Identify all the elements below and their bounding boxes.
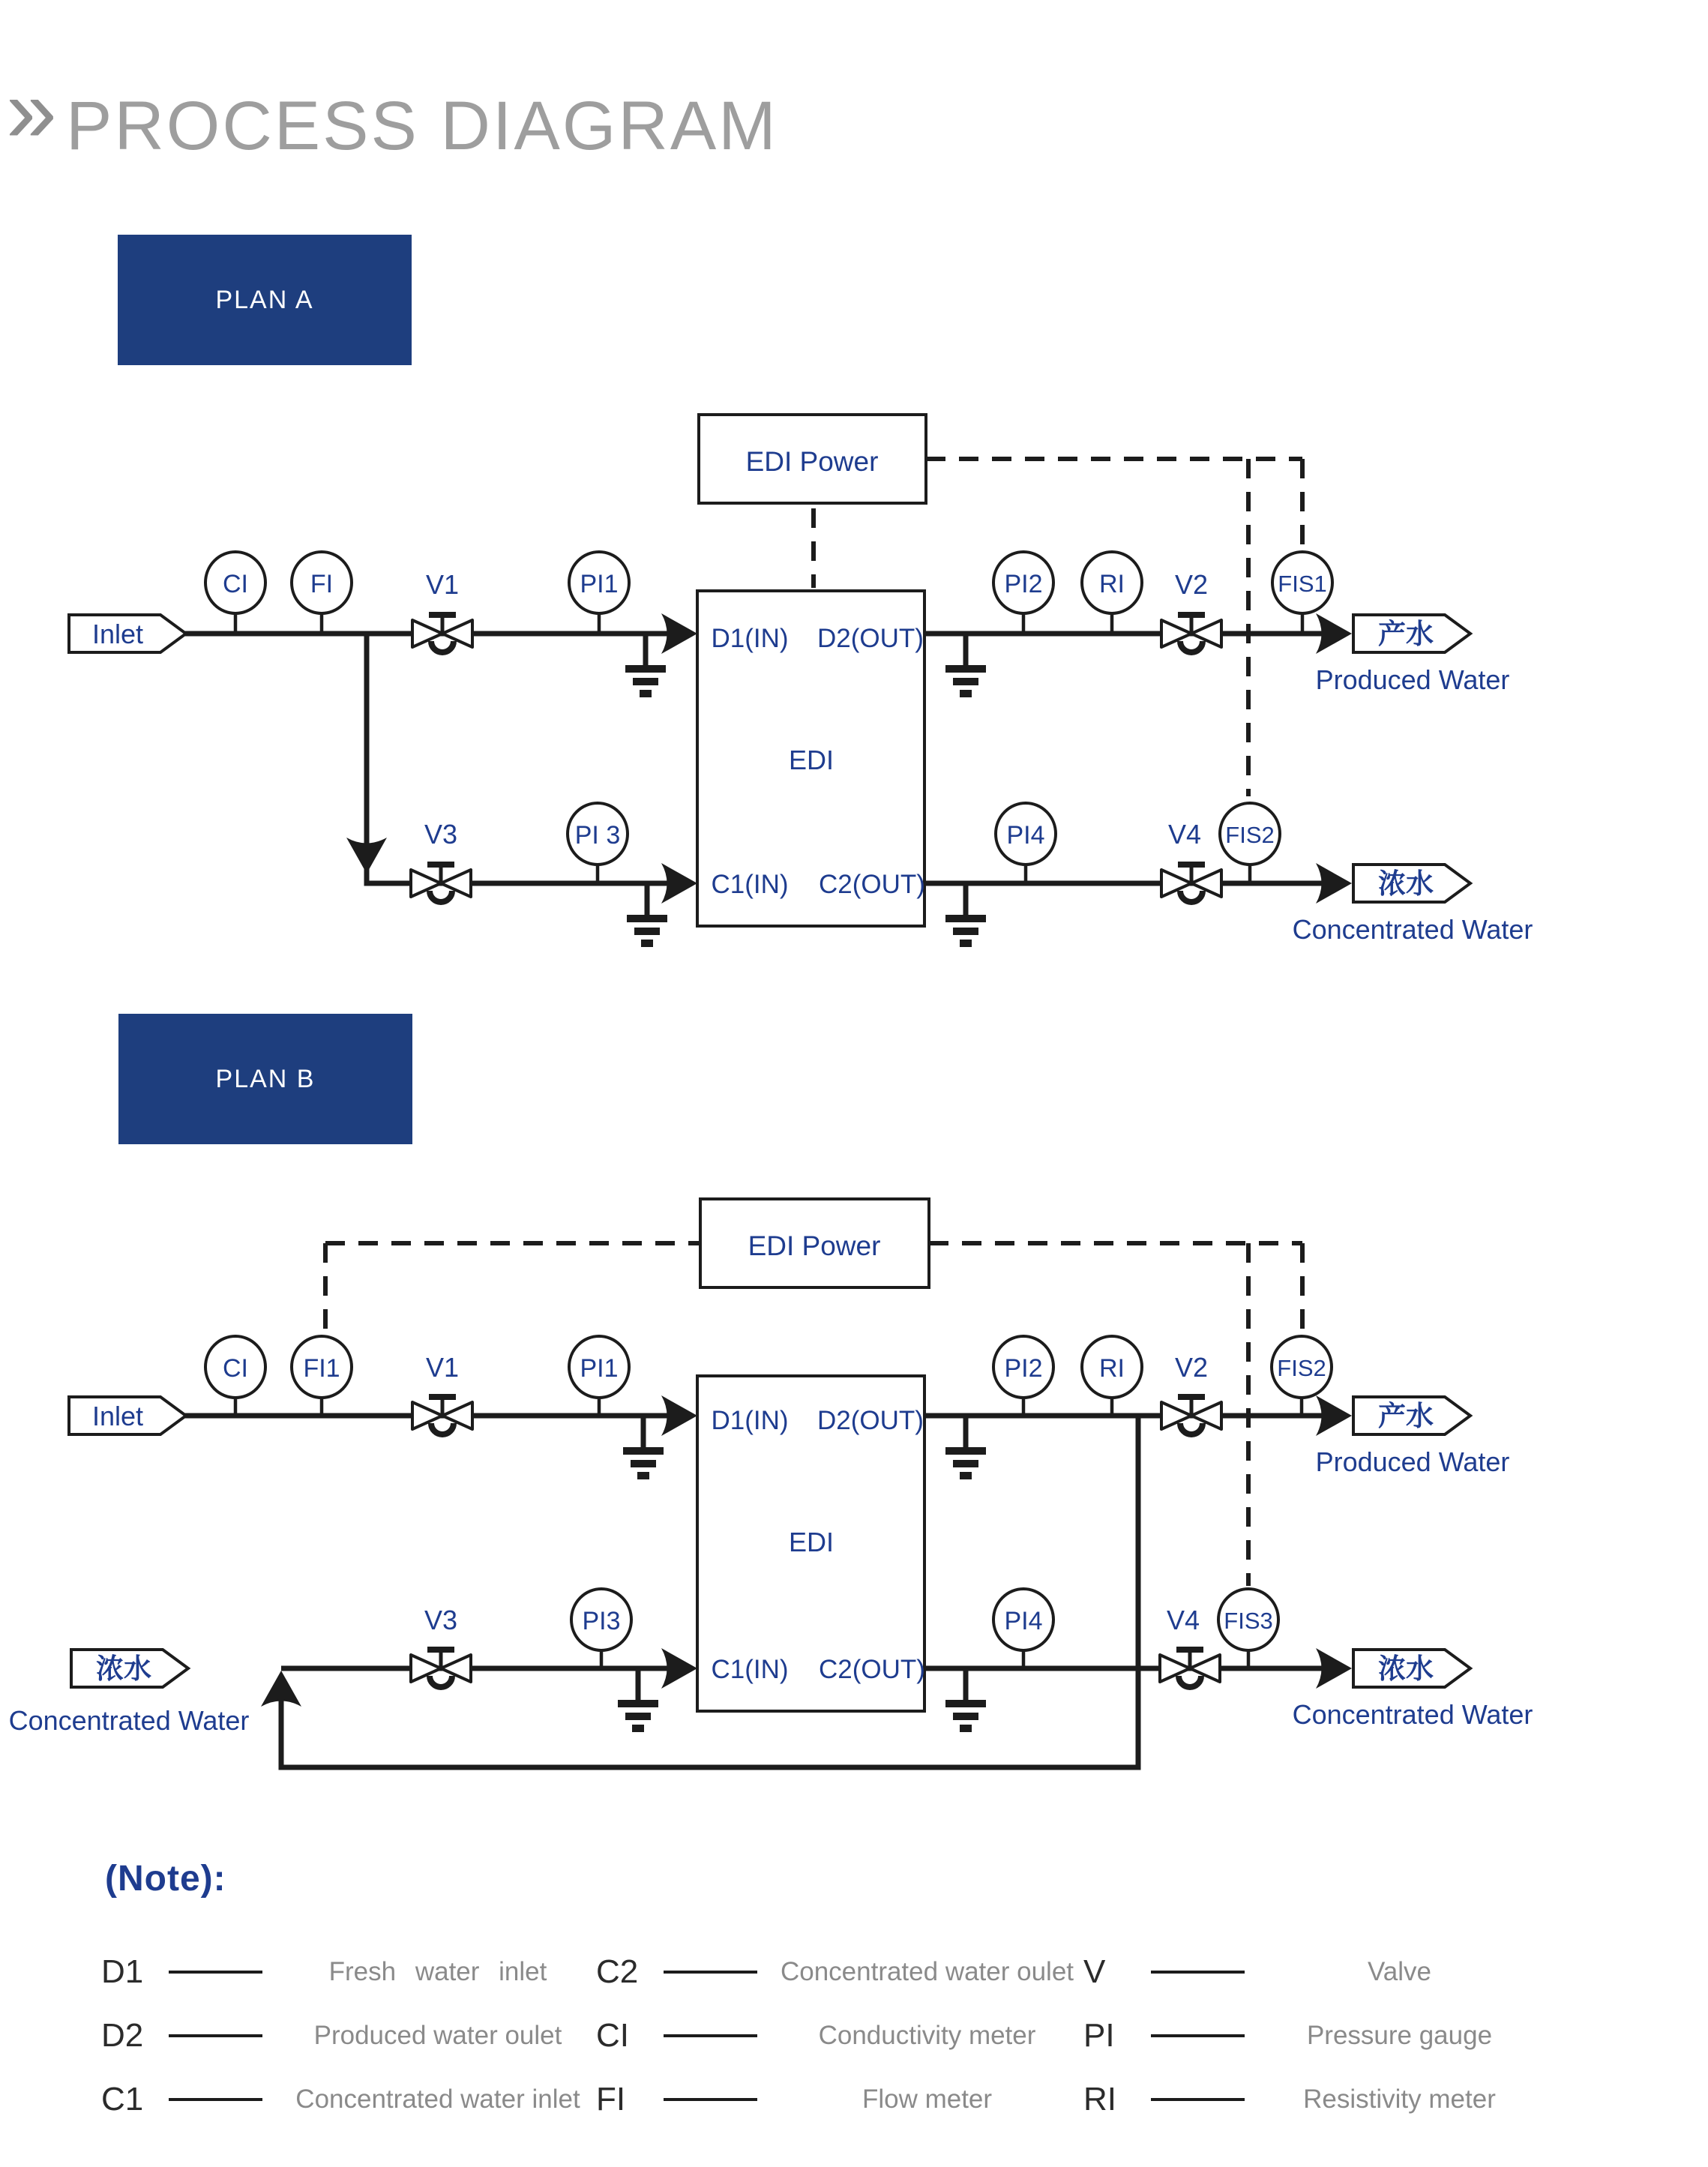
produced-water-en: Produced Water xyxy=(1315,1446,1510,1477)
legend-code: PI xyxy=(1083,2017,1115,2054)
legend-row-d2 xyxy=(101,2016,592,2055)
valve-v1-label: V1 xyxy=(425,569,460,600)
legend-dash-line xyxy=(1151,2098,1245,2101)
valve-v3 xyxy=(411,865,471,902)
legend-row-d1 xyxy=(101,1953,592,1992)
instrument-fis1: FIS1 xyxy=(1278,571,1327,597)
port-c2: C2(OUT) xyxy=(819,870,925,899)
instrument-fis2: FIS2 xyxy=(1225,822,1275,848)
legend-column-3 xyxy=(1083,1953,1533,2144)
legend-code: C2 xyxy=(596,1953,639,1990)
legend-column-2 xyxy=(596,1953,1076,2144)
port-d1: D1(IN) xyxy=(711,1406,789,1435)
legend-row-ci xyxy=(596,2016,1076,2055)
port-d2: D2(OUT) xyxy=(817,624,924,653)
valve-v2-label: V2 xyxy=(1174,569,1209,600)
legend-dash-line xyxy=(1151,1971,1245,1974)
port-d2: D2(OUT) xyxy=(817,1406,924,1435)
flag-inlet xyxy=(69,1397,186,1434)
port-d1: D1(IN) xyxy=(711,624,789,653)
valve-v1 xyxy=(412,615,472,652)
legend-dash-line xyxy=(169,2034,262,2037)
legend-dash-line xyxy=(664,2034,757,2037)
plan-b-diagram xyxy=(0,1185,1708,1807)
produced-water-cn: 产水 xyxy=(1378,619,1434,649)
legend-row-v xyxy=(1083,1953,1533,1992)
note-title: (Note): xyxy=(105,1859,226,1899)
port-c1: C1(IN) xyxy=(711,1655,789,1684)
valve-v1 xyxy=(412,1397,472,1434)
legend-code: D2 xyxy=(101,2017,144,2054)
edi-label: EDI xyxy=(788,1527,835,1557)
legend-desc: Concentrated water inlet xyxy=(295,2085,580,2114)
valve-v4 xyxy=(1160,1650,1220,1687)
instrument-fis2: FIS2 xyxy=(1277,1355,1326,1381)
ground-symbol xyxy=(945,883,986,943)
instrument-ci: CI xyxy=(223,1354,248,1383)
flag-produced-water xyxy=(1353,1397,1470,1434)
ground-symbol xyxy=(945,1416,986,1476)
legend-desc: Concentrated water oulet xyxy=(780,1957,1074,1986)
ground-symbol xyxy=(945,1668,986,1728)
plan-a-label: PLAN A xyxy=(215,285,314,314)
valve-v4-label: V4 xyxy=(1167,819,1202,850)
instrument-pi4: PI4 xyxy=(1004,1607,1043,1635)
concentrated-water-out-cn: 浓水 xyxy=(1378,1653,1434,1684)
port-c1: C1(IN) xyxy=(711,870,789,899)
legend-desc: Resistivity meter xyxy=(1303,2085,1496,2114)
inlet-label: Inlet xyxy=(91,619,144,649)
page-title: PROCESS DIAGRAM xyxy=(66,88,778,164)
ground-symbol xyxy=(945,634,986,694)
flag-concentrated-water xyxy=(1353,865,1470,902)
legend-desc: Valve xyxy=(1368,1957,1431,1986)
edi-power-label: EDI Power xyxy=(745,446,879,477)
instrument-pi4: PI4 xyxy=(1006,821,1045,850)
plan-b-label-box xyxy=(118,1014,412,1144)
flag-inlet xyxy=(69,615,186,652)
legend-desc: Produced water oulet xyxy=(313,2021,562,2050)
concentrated-water-en: Concentrated Water xyxy=(1292,914,1533,945)
instrument-ri: RI xyxy=(1099,570,1125,598)
concentrated-water-in-cn: 浓水 xyxy=(96,1653,151,1684)
legend-desc: Fresh water inlet xyxy=(328,1957,547,1986)
legend-row-fi xyxy=(596,2080,1076,2119)
valve-v4-label: V4 xyxy=(1166,1605,1200,1635)
legend-code: CI xyxy=(596,2017,629,2054)
produced-water-en: Produced Water xyxy=(1315,664,1510,695)
valve-v4 xyxy=(1161,865,1221,902)
instrument-ci: CI xyxy=(223,570,248,598)
valve-v3-label: V3 xyxy=(424,1605,458,1635)
edi-label: EDI xyxy=(788,745,835,775)
plan-a-diagram xyxy=(0,405,1708,975)
flag-concentrated-water-outlet xyxy=(1353,1650,1470,1687)
instrument-pi2: PI2 xyxy=(1004,1354,1043,1383)
ground-symbol xyxy=(625,634,666,694)
instrument-pi1: PI1 xyxy=(580,570,619,598)
concentrated-water-cn: 浓水 xyxy=(1378,868,1434,899)
instrument-pi2: PI2 xyxy=(1004,570,1043,598)
instrument-fis3: FIS3 xyxy=(1224,1608,1273,1634)
instrument-pi3: PI3 xyxy=(582,1607,621,1635)
ground-symbol xyxy=(623,1416,664,1476)
legend-code: FI xyxy=(596,2081,626,2118)
valve-v2-label: V2 xyxy=(1174,1352,1209,1383)
legend-row-pi xyxy=(1083,2016,1533,2055)
legend-row-c2 xyxy=(596,1953,1076,1992)
legend-code: D1 xyxy=(101,1953,144,1990)
valve-v1-label: V1 xyxy=(425,1352,460,1383)
instrument-pi3: PI 3 xyxy=(574,821,621,850)
inlet-label: Inlet xyxy=(91,1401,144,1431)
ground-symbol xyxy=(618,1668,658,1728)
plan-a-label-box xyxy=(118,235,412,365)
valve-v3 xyxy=(411,1650,471,1687)
legend-code: V xyxy=(1083,1953,1106,1990)
legend-desc: Conductivity meter xyxy=(818,2021,1036,2050)
valve-v2 xyxy=(1161,615,1221,652)
legend-row-c1 xyxy=(101,2080,592,2119)
double-chevron-icon: » xyxy=(6,59,57,161)
instrument-pi1: PI1 xyxy=(580,1354,619,1383)
legend-dash-line xyxy=(169,1971,262,1974)
valve-v3-label: V3 xyxy=(424,819,458,850)
concentrated-water-out-en: Concentrated Water xyxy=(1292,1699,1533,1730)
legend-dash-line xyxy=(664,2098,757,2101)
valve-v2 xyxy=(1161,1397,1221,1434)
ground-symbol xyxy=(627,883,667,943)
legend-dash-line xyxy=(664,1971,757,1974)
legend-dash-line xyxy=(1151,2034,1245,2037)
legend-code: C1 xyxy=(101,2081,144,2118)
legend-code: RI xyxy=(1083,2081,1116,2118)
flag-concentrated-water-inlet xyxy=(71,1650,188,1687)
concentrated-water-in-en: Concentrated Water xyxy=(8,1705,250,1736)
legend-desc: Pressure gauge xyxy=(1306,2021,1493,2050)
instrument-fi: FI xyxy=(310,570,334,598)
instrument-fi1: FI1 xyxy=(303,1354,340,1383)
flag-produced-water xyxy=(1353,615,1470,652)
legend-column-1 xyxy=(101,1953,592,2144)
legend-row-ri xyxy=(1083,2080,1533,2119)
port-c2: C2(OUT) xyxy=(819,1655,925,1684)
legend-desc: Flow meter xyxy=(861,2085,993,2114)
edi-power-label: EDI Power xyxy=(748,1230,881,1261)
instrument-ri: RI xyxy=(1099,1354,1125,1383)
produced-water-cn: 产水 xyxy=(1378,1401,1434,1431)
plan-b-label: PLAN B xyxy=(215,1064,316,1093)
legend-dash-line xyxy=(169,2098,262,2101)
